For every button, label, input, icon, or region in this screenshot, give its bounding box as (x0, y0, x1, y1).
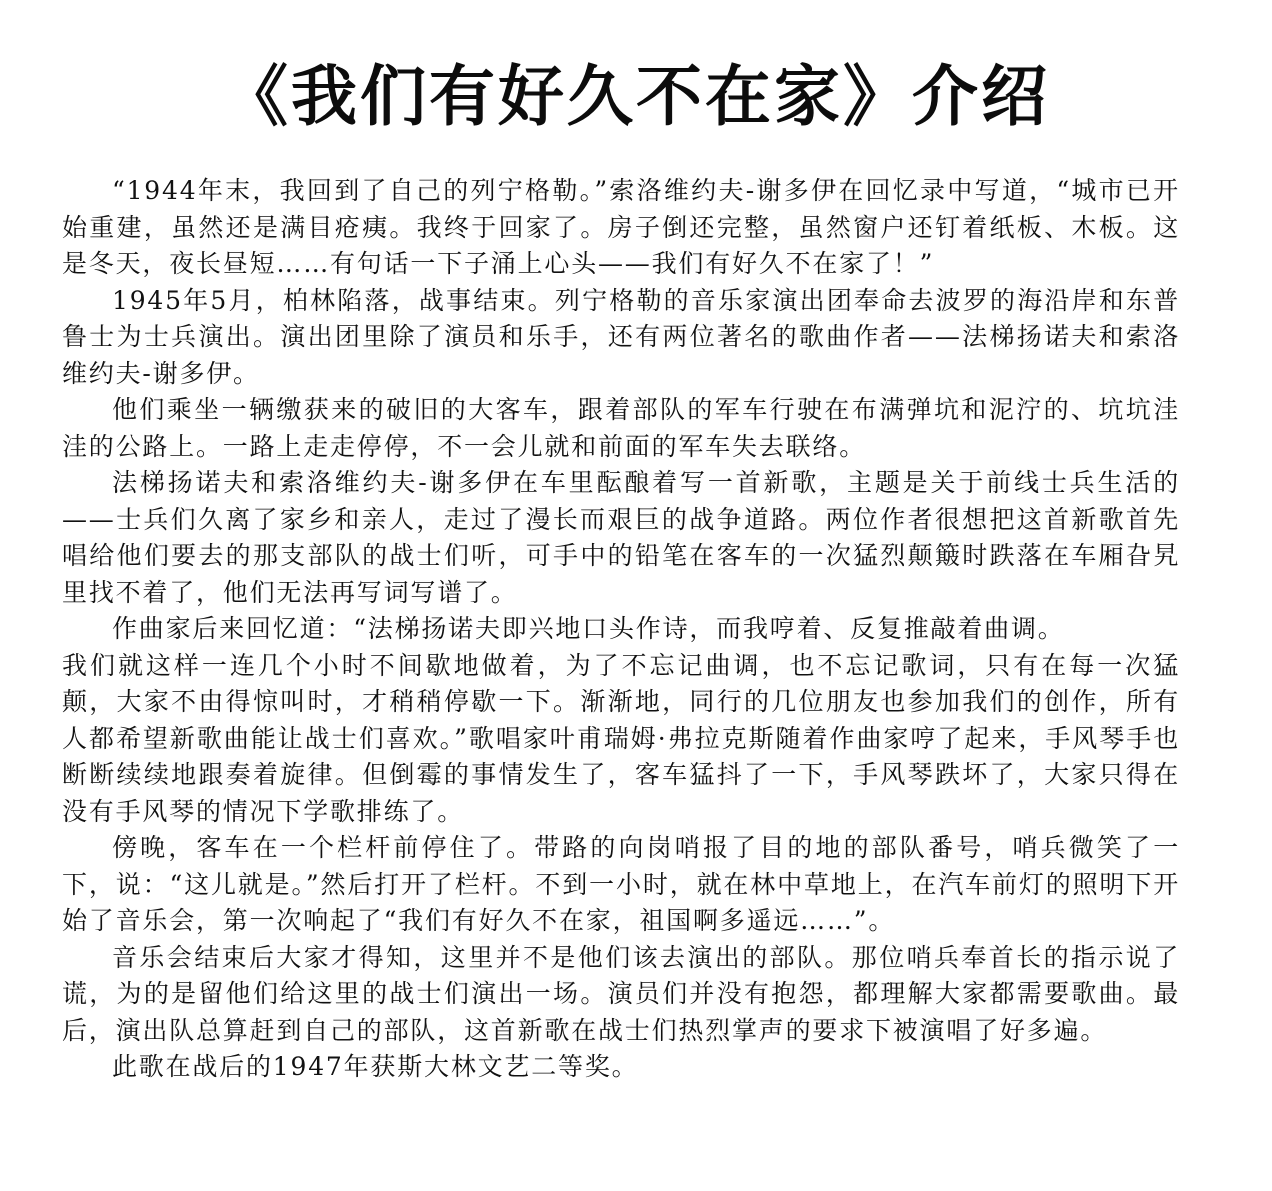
page-title: 《我们有好久不在家》介绍 (222, 58, 1050, 135)
paragraph-1: “1944年末，我回到了自己的列宁格勒。”索洛维约夫-谢多伊在回忆录中写道，“城市已开始重建，虽然还是满目疮痍。我终于回家了。房子倒还完整，虽然窗户还钉着纸板、木板。这是冬天，夜长昼短……有句话一下子涌上心头——我们有好久不在家了！” (62, 176, 1180, 278)
paragraph-5: 作曲家后来回忆道：“法梯扬诺夫即兴地口头作诗，而我哼着、反复推敲着曲调。 (112, 614, 1065, 643)
paragraph-5-continued: 我们就这样一连几个小时不间歇地做着，为了不忘记曲调，也不忘记歌词，只有在每一次猛颠，大家不由得惊叫时，才稍稍停歇一下。渐渐地，同行的几位朋友也参加我们的创作，所有人都希望新歌曲能让战士们喜欢。”歌唱家叶甫瑞姆·弗拉克斯随着作曲家哼了起来，手风琴手也断断续续地跟奏着旋律。但倒霉的事情发生了，客车猛抖了一下，手风琴跌坏了，大家只得在没有手风琴的情况下学歌排练了。 (62, 650, 1180, 826)
paragraph-7: 音乐会结束后大家才得知，这里并不是他们该去演出的部队。那位哨兵奉首长的指示说了谎，为的是留他们给这里的战士们演出一场。演员们并没有抱怨，都理解大家都需要歌曲。最后，演出队总算赶到自己的部队，这首新歌在战士们热烈掌声的要求下被演唱了好多遍。 (62, 942, 1180, 1045)
article-body (62, 173, 1180, 1086)
paragraph-4: 法梯扬诺夫和索洛维约夫-谢多伊在车里酝酿着写一首新歌，主题是关于前线士兵生活的——士兵们久离了家乡和亲人，走过了漫长而艰巨的战争道路。两位作者很想把这首新歌首先唱给他们要去的那支部队的战士们听，可手中的铅笔在客车的一次猛烈颠簸时跌落在车厢旮旯里找不着了，他们无法再写词写谱了。 (62, 468, 1180, 607)
paragraph-3: 他们乘坐一辆缴获来的破旧的大客车，跟着部队的军车行驶在布满弹坑和泥泞的、坑坑洼洼的公路上。一路上走走停停，不一会儿就和前面的军车失去联络。 (62, 395, 1180, 461)
paragraph-6: 傍晚，客车在一个栏杆前停住了。带路的向岗哨报了目的地的部队番号，哨兵微笑了一下，说：“这儿就是。”然后打开了栏杆。不到一小时，就在林中草地上，在汽车前灯的照明下开始了音乐会，第一次响起了“我们有好久不在家，祖国啊多遥远……”。 (62, 833, 1180, 935)
paragraph-8: 此歌在战后的1947年获斯大林文艺二等奖。 (112, 1052, 639, 1081)
paragraph-2: 1945年5月，柏林陷落，战事结束。列宁格勒的音乐家演出团奉命去波罗的海沿岸和东普鲁士为士兵演出。演出团里除了演员和乐手，还有两位著名的歌曲作者——法梯扬诺夫和索洛维约夫-谢多伊。 (62, 285, 1180, 388)
